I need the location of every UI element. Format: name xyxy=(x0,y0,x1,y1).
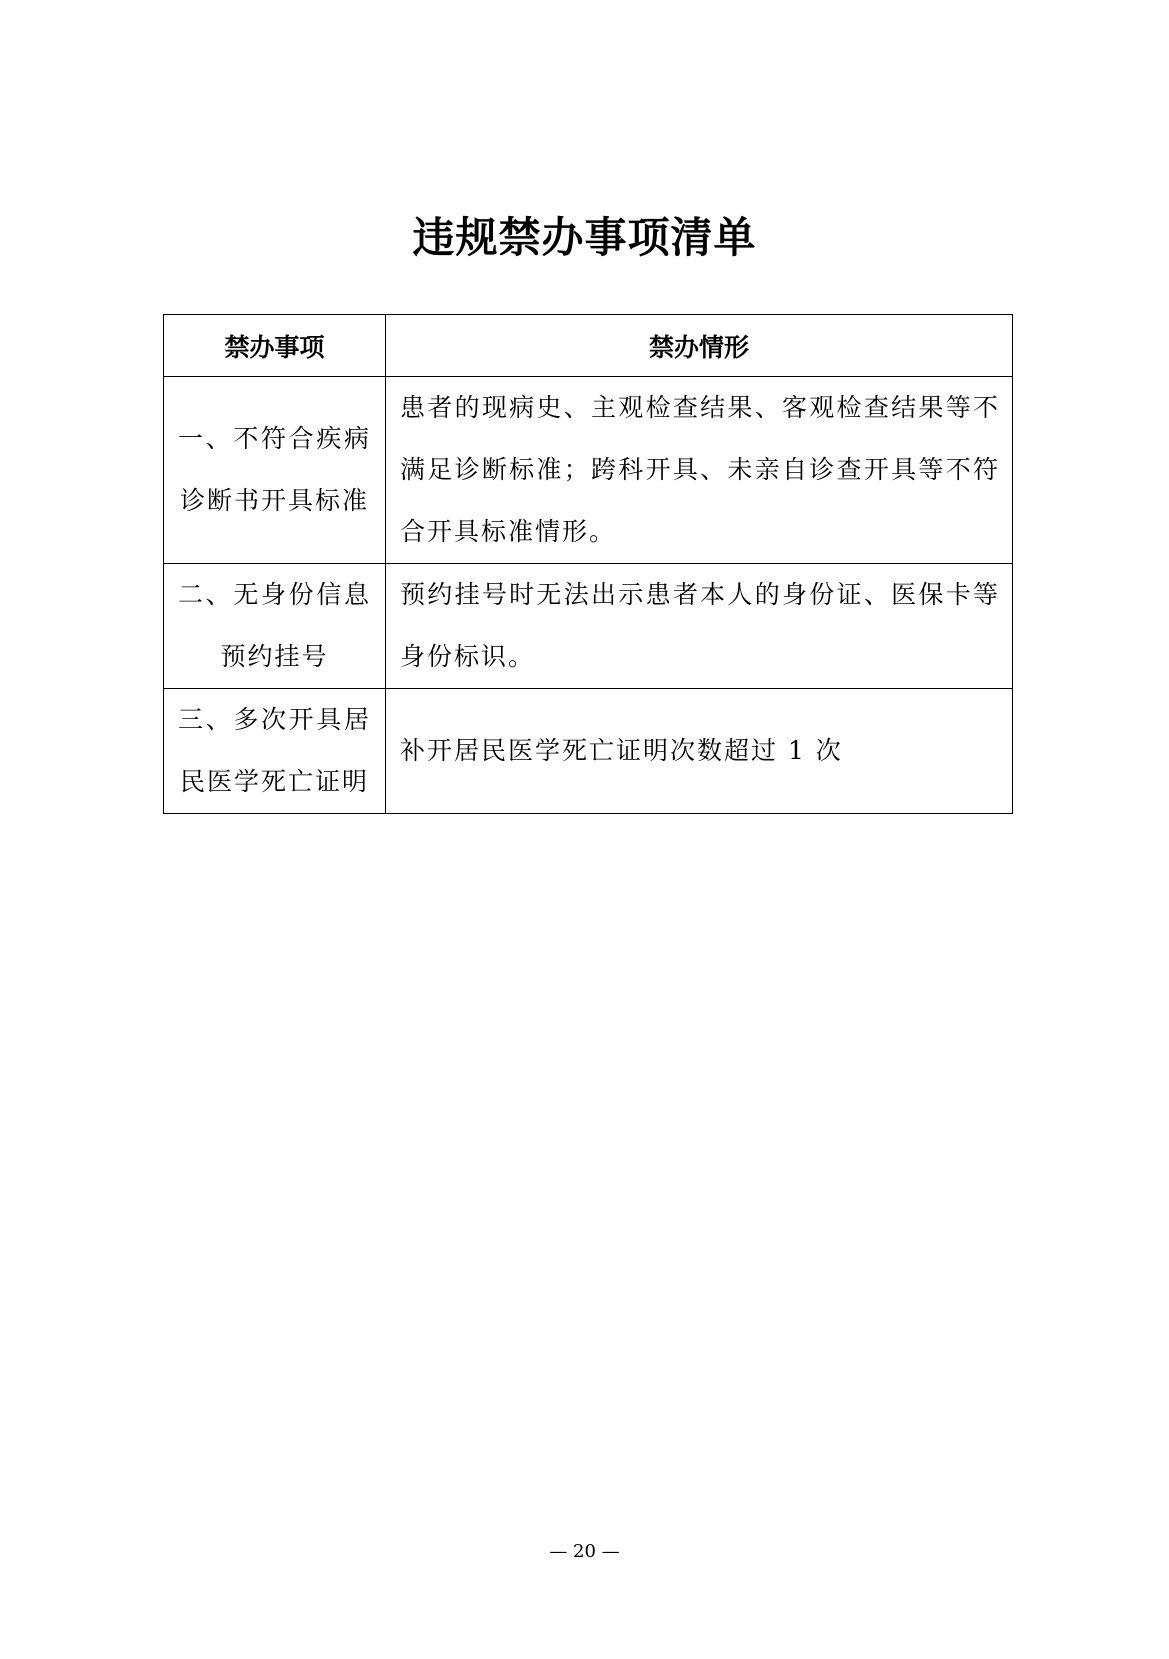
row-description-cell: 补开居民医学死亡证明次数超过 1 次 xyxy=(386,689,1013,814)
prohibited-items-table xyxy=(163,314,1013,814)
row-item-cell: 三、多次开具居民医学死亡证明 xyxy=(164,689,386,814)
row-description-cell: 预约挂号时无法出示患者本人的身份证、医保卡等身份标识。 xyxy=(386,564,1013,689)
table-row xyxy=(164,377,1013,564)
table-row xyxy=(164,564,1013,689)
header-prohibited-situation: 禁办情形 xyxy=(386,315,1013,377)
table-row xyxy=(164,689,1013,814)
table-header-row xyxy=(164,315,1013,377)
row-item-cell: 一、不符合疾病诊断书开具标准 xyxy=(164,377,386,564)
row-description-cell: 患者的现病史、主观检查结果、客观检查结果等不满足诊断标准；跨科开具、未亲自诊查开具等不符合开具标准情形。 xyxy=(386,377,1013,564)
row-item-cell: 二、无身份信息预约挂号 xyxy=(164,564,386,689)
page-number: — 20 — xyxy=(549,1541,620,1562)
document-title: 违规禁办事项清单 xyxy=(412,213,757,262)
header-prohibited-item: 禁办事项 xyxy=(164,315,386,377)
